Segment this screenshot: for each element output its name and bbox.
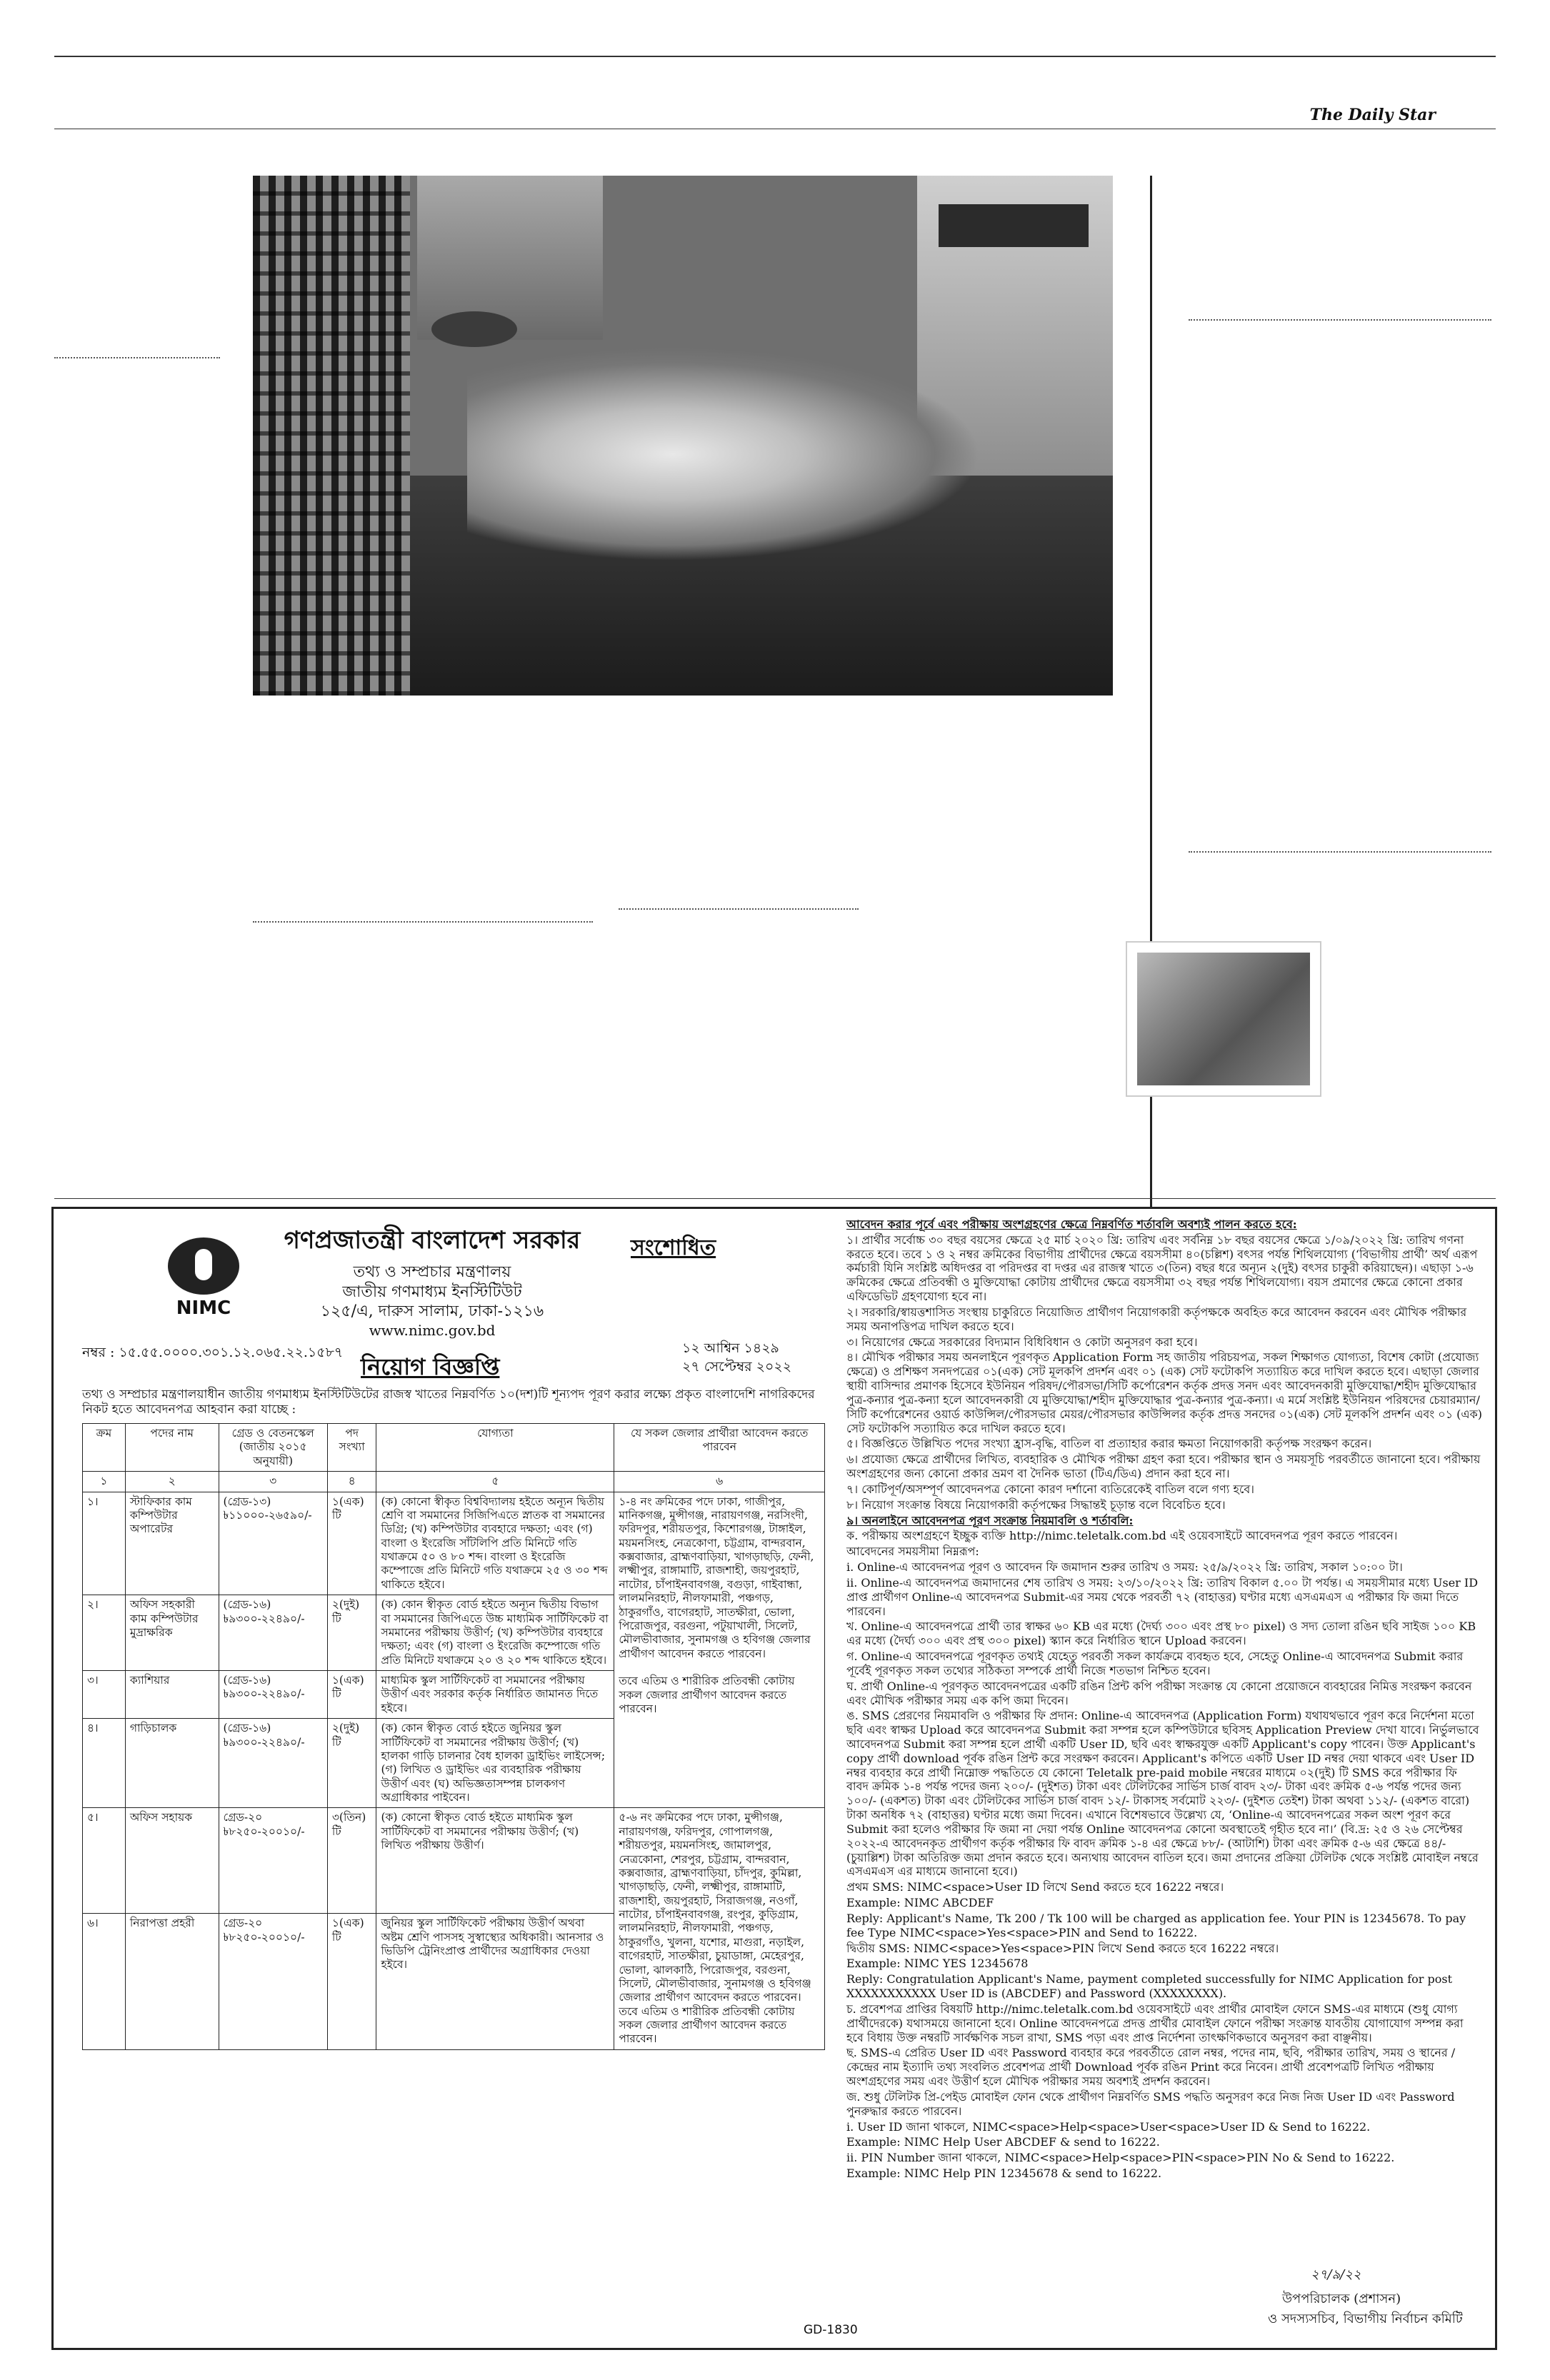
- col-number: ৫: [376, 1472, 614, 1492]
- institute-name: জাতীয় গণমাধ্যম ইনস্টিটিউট: [342, 1282, 522, 1301]
- cell-post: নিরাপত্তা প্রহরী: [125, 1914, 219, 2050]
- table-row: [83, 1808, 825, 1914]
- col-header: পদের নাম: [125, 1424, 219, 1472]
- table-row: [83, 1492, 825, 1595]
- cell-sl: ৪।: [83, 1719, 126, 1808]
- column-divider: [1189, 319, 1491, 321]
- cell-districts: [614, 1492, 825, 1808]
- online-item: প্রথম SMS: NIMC<space>User ID লিখে Send করতে হবে 16222 নম্বরে।: [846, 1880, 1224, 1894]
- signatory-title: উপপরিচালক (প্রশাসন): [1282, 2291, 1401, 2306]
- cell-sl: ৬।: [83, 1914, 126, 2050]
- cell-post: অফিস সহায়ক: [125, 1808, 219, 1914]
- cell-sl: ৩।: [83, 1671, 126, 1719]
- cell-qualification: (ক) কোন স্বীকৃত বোর্ড হইতে জুনিয়র স্কুল সার্টিফিকেট বা সমমানের পরীক্ষায় উত্তীর্ণ; (খ) হালকা গাড়ি চালনার বৈধ হালকা ড্রাইভিং লাইসেন্স; (গ) লিখিত ও ড্রাইভিং এর ব্যবহারিক পরীক্ষায় উত্তীর্ণ এবং (ঘ) অভিজ্ঞতাসম্পন্ন চালকগণ অগ্রাধিকার পাইবেন।: [376, 1719, 614, 1808]
- soldier-photo: [1126, 941, 1321, 1097]
- revised-badge: সংশোধিত: [631, 1235, 716, 1260]
- date-en: ২৭ সেপ্টেম্বর ২০২২: [682, 1359, 792, 1375]
- col-number: ২: [125, 1472, 219, 1492]
- cell-post: স্টাফিকার কাম কম্পিউটার অপারেটর: [125, 1492, 219, 1595]
- table-header-row: [83, 1424, 825, 1472]
- online-item: গ. Online-এ আবেদনপত্রে পূরণকৃত তথ্যই যেহেতু পরবর্তী সকল কার্যক্রমে ব্যবহৃত হবে, সেহেতু Online-এ আবেদনপত্র Submit করার পূর্বেই পূরণকৃত সকল তথ্যের সঠিকতা সম্পর্কে প্রার্থী নিজে শতভাগ নিশ্চিত হবেন।: [846, 1650, 1464, 1677]
- online-item: Example: NIMC Help User ABCDEF & send to 16222.: [846, 2135, 1160, 2149]
- intro-text: তথ্য ও সম্প্রচার মন্ত্রণালয়াধীন জাতীয় গণমাধ্যম ইনস্টিটিউটের রাজস্ব খাতের নিম্নবর্ণিত ১০(দশ)টি শূন্যপদ পূরণ করার লক্ষ্যে প্রকৃত বাংলাদেশি নাগরিকদের নিকট হতে আবেদনপত্র আহবান করা যাচ্ছে :: [82, 1387, 815, 1417]
- column-divider: [54, 357, 220, 358]
- cell-grade: (গ্রেড-১৬) ৳৯৩০০-২২৪৯০/-: [219, 1719, 327, 1808]
- cell-count: ২(দুই) টি: [327, 1595, 376, 1671]
- term-item: ৪। মৌখিক পরীক্ষার সময় অনলাইনে পূরণকৃত Application Form সহ জাতীয় পরিচয়পত্র, সকল শিক্ষাগত যোগ্যতা, বিশেষ কোটা (প্রযোজ্য ক্ষেত্রে) ও প্রশিক্ষণ সনদপত্রের ০১(এক) সেট মূলকপি প্রদর্শন এবং ০১ (এক) সেট ফটোকপি সত্যায়িত করে দাখিল করতে হবে। এছাড়া জেলার স্থায়ী বাসিন্দার প্রমাণক হিসেবে ইউনিয়ন পরিষদ/পৌরসভা/সিটি কর্পোরেশন কর্তৃক প্রদত্ত সনদ এবং আবেদনকারী মুক্তিযোদ্ধা/শহীদ মুক্তিযোদ্ধার পুত্র-কন্যার পুত্র-কন্যা হলে আবেদনকারী যে মুক্তিযোদ্ধা/শহীদ মুক্তিযোদ্ধার পুত্র-কন্যার পুত্র-কন্যা। এ মর্মে সংশ্লিষ্ট ইউনিয়ন পরিষদের চেয়ারম্যান/সিটি কর্পোরেশনের ওয়ার্ড কাউন্সিল/পৌরসভার মেয়র/পৌরসভার কাউন্সিলর কর্তৃক প্রদত্ত সনদের ০১(এক) সেট মূলকপি প্রদর্শন এবং ০১ (এক) সেট ফটোকপি সত্যায়িত করে দাখিল করতে হবে।: [846, 1350, 1482, 1435]
- govt-name: গণপ্রজাতন্ত্রী বাংলাদেশ সরকার: [284, 1226, 581, 1255]
- term-item: ১। প্রার্থীর সর্বোচ্চ ৩০ বছর বয়সের ক্ষেত্রে ২৫ মার্চ ২০২০ খ্রি: তারিখ এবং সর্বনিম্ন ১৮ বছর বয়সের ক্ষেত্রে ১/০৯/২০২২ খ্রি: তারিখ গণনা করতে হবে। তবে ১ ও ২ নম্বর ক্রমিকের বিভাগীয় প্রার্থীদের ক্ষেত্রে বয়সসীমা ৪০(চল্লিশ) বৎসর পর্যন্ত শিথিলযোগ্য (‘বিভাগীয় প্রার্থী’ অর্থ এরূপ কর্মচারী যিনি সংশ্লিষ্ট অধিদপ্তর বা পরিদপ্তর বা দপ্তর এর রাজস্ব খাতে ৩(তিন) বছর ধরে অন্যূন ২(দুই) বৎসর চাকুরী করিয়াছেন)। এছাড়া ১-৬ ক্রমিকের ক্ষেত্রে প্রতিবন্ধী ও মুক্তিযোদ্ধা কোটায় প্রার্থীদের ক্ষেত্রে বয়সসীমা ৩২ বছর পর্যন্ত শিথিলযোগ্য। বয়স প্রমাণের ক্ষেত্রে কোনো প্রকার এফিডেভিট গ্রহণযোগ্য হবে না।: [846, 1232, 1478, 1304]
- online-item: i. Online-এ আবেদনপত্র পূরণ ও আবেদন ফি জমাদান শুরুর তারিখ ও সময়: ২৫/৯/২০২২ খ্রি: তারিখ, সকাল ১০:০০ টা।: [846, 1560, 1403, 1575]
- column-divider: [619, 908, 859, 910]
- col-header: ক্রম: [83, 1424, 126, 1472]
- cell-grade: (গ্রেড-১৩) ৳১১০০০-২৬৫৯০/-: [219, 1492, 327, 1595]
- cell-qualification: (ক) কোনো স্বীকৃত বিশ্ববিদ্যালয় হইতে অন্যূন দ্বিতীয় শ্রেণি বা সমমানের সিজিপিএতে স্নাতক বা সমমানের ডিগ্রি; (খ) কম্পিউটার ব্যবহারে দক্ষতা; এবং (গ) বাংলা ও ইংরেজি সাঁটলিপি প্রতি মিনিটে গতি যথাক্রমে ৫০ ও ৮০ শব্দ। বাংলা ও ইংরেজি কম্পোজে প্রতি মিনিটে গতি যথাক্রমে ২৫ ও ৩০ শব্দ থাকিতে হইবে।: [376, 1492, 614, 1595]
- online-item: ঙ. SMS প্রেরণের নিয়মাবলি ও পরীক্ষার ফি প্রদান: Online-এ আবেদনপত্র (Application Form) যথাযথভাবে পূরণ করে নির্দেশনা মতো ছবি এবং স্বাক্ষর Upload করে আবেদনপত্র Submit করা সম্পন্ন হলে কম্পিউটারে ছবিসহ Application Preview দেখা যাবে। নির্ভুলভাবে আবেদনপত্র Submit করা সম্পন্ন হলে প্রার্থী একটি User ID, ছবি এবং স্বাক্ষরযুক্ত একটি Applicant's copy পাবেন। উক্ত Applicant's copy প্রার্থী download পূর্বক রঙিন প্রিন্ট করে সংরক্ষণ করবেন। Applicant's কপিতে একটি User ID নম্বর দেয়া থাকবে এবং User ID নম্বর ব্যবহার করে প্রার্থী নিম্নোক্ত পদ্ধতিতে যে কোনো Teletalk pre-paid mobile নম্বরের মাধ্যমে ০২(দুই) টি SMS করে পরীক্ষার ফি বাবদ ক্রমিক ১-৪ পর্যন্ত পদের জন্য ২০০/- (দুইশত) টাকা এবং টেলিটকের সার্ভিস চার্জ বাবদ ২৩/- টাকা এবং ক্রমিক ৫-৬ পর্যন্ত পদের জন্য ১০০/- (একশত) টাকা এবং টেলিটকের সার্ভিস চার্জ বাবদ ১২/- টাকাসহ সর্বমোট ২২৩/- (দুইশত তেইশ) টাকা অথবা ১১২/- (একশত বারো) টাকা অনধিক ৭২ (বাহাত্তর) ঘণ্টার মধ্যে জমা দিবেন। এখানে বিশেষভাবে উল্লেখ্য যে, ‘Online-এ আবেদনপত্রের সকল অংশ পূরণ করে Submit করা হলেও পরীক্ষার ফি জমা না দেয়া পর্যন্ত Online আবেদনপত্র কোনো অবস্থাতেই গৃহীত হবে না।’ (বি.দ্র: ২৫ ও ২৬ সেপ্টেম্বর ২০২২-এ আবেদনকৃত প্রার্থীগণ কর্তৃক পরীক্ষার ফি বাবদ ক্রমিক ১-৪ এর ক্ষেত্রে ৮৮/- (আটাশি) টাকা এবং ক্রমিক ৫-৬ এর ক্ষেত্রে ৪৪/- (চুয়াল্লিশ) টাকা অতিরিক্ত জমা প্রদান করতে হবে। অন্যথায় আবেদন বাতিল হবে। জমা প্রদানের প্রক্রিয়া টেলিটক থেকে সংশ্লিষ্ট মোবাইল নম্বরে এসএমএস এর মাধ্যমে জানানো হবে।): [846, 1709, 1479, 1879]
- cell-grade: (গ্রেড-১৬) ৳৯৩০০-২২৪৯০/-: [219, 1595, 327, 1671]
- online-item: দ্বিতীয় SMS: NIMC<space>Yes<space>PIN লিখে Send করতে হবে 16222 নম্বরে।: [846, 1941, 1279, 1955]
- term-item: ৭। কোটিপূর্ণ/অসম্পূর্ণ আবেদনপত্র কোনো কারণ দর্শানো ব্যতিরেকেই বাতিল বলে গণ্য হবে।: [846, 1482, 1254, 1496]
- col-header: যোগ্যতা: [376, 1424, 614, 1472]
- signatory-subtitle: ও সদস্যসচিব, বিভাগীয় নির্বাচন কমিটি: [1268, 2311, 1463, 2326]
- col-number: ১: [83, 1472, 126, 1492]
- online-item: ii. Online-এ আবেদনপত্র জমাদানের শেষ তারিখ ও সময়: ২৩/১০/২০২২ খ্রি: তারিখ বিকাল ৫.০০ টা পর্যন্ত। এ সময়সীমার মধ্যে User ID প্রাপ্ত প্রার্থীগণ Online-এ আবেদনপত্র Submit-এর সময় থেকে পরবর্তী ৭২ (বাহাত্তর) ঘণ্টার মধ্যে এসএমএস এ পরীক্ষার ফি জমা দিতে পারবেন।: [846, 1575, 1479, 1618]
- cell-post: গাড়িচালক: [125, 1719, 219, 1808]
- online-item: Example: NIMC YES 12345678: [846, 1957, 1029, 1971]
- col-header: যে সকল জেলার প্রার্থীরা আবেদন করতে পারবেন: [614, 1424, 825, 1472]
- date-bn: ১২ আশ্বিন ১৪২৯: [682, 1340, 779, 1356]
- online-item: Example: NIMC Help PIN 12345678 & send to 16222.: [846, 2166, 1162, 2180]
- online-item: জ. শুধু টেলিটক প্রি-পেইড মোবাইল ফোন থেকে প্রার্থীগণ নিম্নবর্ণিত SMS পদ্ধতি অনুসরণ করে নিজ নিজ User ID এবং Password পুনরুদ্ধার করতে পারবেন।: [846, 2089, 1455, 2118]
- hurricane-photo: [253, 176, 1113, 696]
- cell-qualification: জুনিয়র স্কুল সার্টিফিকেট পরীক্ষায় উত্তীর্ণ অথবা অষ্টম শ্রেণি পাসসহ সুস্বাস্থ্যের অধিকারী। আনসার ও ভিডিপি ট্রেনিংপ্রাপ্ত প্রার্থীদের অগ্রাধিকার দেওয়া হইবে।: [376, 1914, 614, 2050]
- online-item: Reply: Applicant's Name, Tk 200 / Tk 100 will be charged as application fee. Your PIN is 12345678. To pay fee Type NIMC<space>Yes<space>PIN and Send to 16222.: [846, 1911, 1466, 1939]
- nimc-advertisement: [51, 1207, 1497, 2350]
- ad-top-rule: [54, 1198, 1496, 1199]
- cell-count: ১(এক) টি: [327, 1914, 376, 2050]
- signature-date: ২৭/৯/২২: [1311, 2267, 1361, 2282]
- col-number: ৩: [219, 1472, 327, 1492]
- col-header: পদ সংখ্যা: [327, 1424, 376, 1472]
- cell-post: অফিস সহকারী কাম কম্পিউটার মুদ্রাক্ষরিক: [125, 1595, 219, 1671]
- online-item: খ. Online-এ আবেদনপত্রে প্রার্থী তার স্বাক্ষর ৬০ KB এর মধ্যে (দৈর্ঘ্য ৩০০ এবং প্রস্থ ৮০ pixel) ও সদ্য তোলা রঙিন ছবি সাইজ ১০০ KB এর মধ্যে (দৈর্ঘ্য ৩০০ এবং প্রস্থ ৩০০ pixel) স্ক্যান করে নির্ধারিত স্থানে Upload করবেন।: [846, 1620, 1476, 1648]
- online-item: ii. PIN Number জানা থাকলে, NIMC<space>Help<space>PIN<space>PIN No & Send to 16222.: [846, 2151, 1395, 2165]
- cell-sl: ১।: [83, 1492, 126, 1595]
- online-item: ঘ. প্রার্থী Online-এ পূরণকৃত আবেদনপত্রের একটি রঙিন প্রিন্ট কপি পরীক্ষা সংক্রান্ত যে কোনো প্রয়োজনে ব্যবহারের নিমিত্ত সংরক্ষণ করবেন এবং মৌখিক পরীক্ষার সময় এক কপি জমা দিবেন।: [846, 1679, 1472, 1707]
- term-item: ৬। প্রযোজ্য ক্ষেত্রে প্রার্থীদের লিখিত, ব্যবহারিক ও মৌখিক পরীক্ষা গ্রহণ করা হবে। পরীক্ষার স্থান ও সময়সূচি পরবর্তীতে জানানো হবে। পরীক্ষায় অংশগ্রহণের জন্য কোনো প্রকার ভ্রমণ বা দৈনিক ভাতা (টিএ/ডিএ) প্রদান করা হবে না।: [846, 1452, 1481, 1481]
- col-number: ৬: [614, 1472, 825, 1492]
- cell-districts: ৫-৬ নং ক্রমিকের পদে ঢাকা, মুন্সীগঞ্জ, নারায়ণগঞ্জ, ফরিদপুর, গোপালগঞ্জ, শরীয়তপুর, ময়মনসিংহ, জামালপুর, নেত্রকোনা, শেরপুর, চট্টগ্রাম, বান্দরবান, কক্সবাজার, ব্রাহ্মণবাড়িয়া, চাঁদপুর, কুমিল্লা, খাগড়াছড়ি, ফেনী, লক্ষ্মীপুর, রাঙ্গামাটি, রাজশাহী, জয়পুরহাট, সিরাজগঞ্জ, নওগাঁ, নাটোর, চাঁপাইনবাবগঞ্জ, রংপুর, কুড়িগ্রাম, লালমনিরহাট, নীলফামারী, পঞ্চগড়, ঠাকুরগাঁও, খুলনা, যশোর, মাগুরা, নড়াইল, বাগেরহাট, সাতক্ষীরা, চুয়াডাঙ্গা, মেহেরপুর, ভোলা, ঝালকাঠি, পিরোজপুর, বরগুনা, সিলেট, মৌলভীবাজার, সুনামগঞ্জ ও হবিগঞ্জ জেলার প্রার্থীগণ আবেদন করতে পারবেন। তবে এতিম ও শারীরিক প্রতিবন্ধী কোটায় সকল জেলার প্রার্থীগণ আবেদন করতে পারবেন।: [614, 1808, 825, 2049]
- online-item: Example: NIMC ABCDEF: [846, 1896, 994, 1910]
- cell-count: ২(দুই) টি: [327, 1719, 376, 1808]
- cell-sl: ৫।: [83, 1808, 126, 1914]
- col-header: গ্রেড ও বেতনস্কেল (জাতীয় ২০১৫ অনুযায়ী): [219, 1424, 327, 1472]
- gd-number: GD-1830: [804, 2323, 858, 2337]
- logo-text: NIMC: [176, 1297, 231, 1319]
- terms-column: [846, 1217, 1482, 2182]
- cell-count: ৩(তিন) টি: [327, 1808, 376, 1914]
- districts-text: তবে এতিম ও শারীরিক প্রতিবন্ধী কোটায় সকল জেলার প্রার্থীগণ আবেদন করতে পারবেন।: [619, 1674, 795, 1716]
- masthead-logo: The Daily Star: [1309, 106, 1436, 124]
- memo-number: নম্বর : ১৫.৫৫.০০০০.৩০১.১২.০৬৫.২২.১৫৮৭: [82, 1345, 344, 1360]
- cell-count: ১(এক) টি: [327, 1671, 376, 1719]
- cell-sl: ২।: [83, 1595, 126, 1671]
- online-item: ক. পরীক্ষায় অংশগ্রহণে ইচ্ছুক ব্যক্তি http://nimc.teletalk.com.bd এই ওয়েবসাইটে আবেদনপত্র পূরণ করতে পারবেন।: [846, 1529, 1398, 1543]
- cell-grade: গ্রেড-২০ ৳৮২৫০-২০০১০/-: [219, 1808, 327, 1914]
- term-item: ৯। অনলাইনে আবেদনপত্র পূরণ সংক্রান্ত নিয়মাবলি ও শর্তাবলি:: [846, 1513, 1134, 1527]
- districts-text: ১-৪ নং ক্রমিকের পদে ঢাকা, গাজীপুর, মানিকগঞ্জ, মুন্সীগঞ্জ, নারায়ণগঞ্জ, নরসিংদী, ফরিদপুর, শরীয়তপুর, কিশোরগঞ্জ, টাঙ্গাইল, ময়মনসিংহ, নেত্রকোণা, চট্টগ্রাম, বান্দরবান, কক্সবাজার, ব্রাহ্মণবাড়িয়া, খাগড়াছড়ি, ফেনী, লক্ষ্মীপুর, রাঙ্গামাটি, রাজশাহী, জয়পুরহাট, নাটোর, চাঁপাইনবাবগঞ্জ, বগুড়া, গাইবান্ধা, লালমনিরহাট, নীলফামারী, পঞ্চগড়, ঠাকুরগাঁও, বাগেরহাট, সাতক্ষীরা, ভোলা, পিরোজপুর, বরগুনা, পটুয়াখালী, সিলেট, মৌলভীবাজার, সুনামগঞ্জ ও হবিগঞ্জ জেলার প্রার্থীগণ আবেদন করতে পারবেন।: [619, 1495, 814, 1660]
- online-item: Reply: Congratulation Applicant's Name, payment completed successfully for NIMC Application for post XXXXXXXXXXX User ID is (ABCDEF) and Password (XXXXXXXX).: [846, 1972, 1452, 2001]
- institute-web: www.nimc.gov.bd: [369, 1321, 496, 1339]
- terms-heading: আবেদন করার পূর্বে এবং পরীক্ষায় অংশগ্রহণের ক্ষেত্রে নিম্নবর্ণিত শর্তাবলি অবশ্যই পালন করতে হবে:: [846, 1217, 1297, 1231]
- cell-qualification: (ক) কোন স্বীকৃত বোর্ড হইতে অন্যূন দ্বিতীয় বিভাগ বা সমমানের জিপিএতে উচ্চ মাধ্যমিক সার্টিফিকেট বা সমমানের পরীক্ষায় উত্তীর্ণ; (খ) কম্পিউটার ব্যবহারে দক্ষতা; এবং (গ) বাংলা ও ইংরেজি কম্পোজে গতি প্রতি মিনিটে যথাক্রমে ২০ ও ২০ শব্দ থাকিতে হইবে।: [376, 1595, 614, 1671]
- term-item: ২। সরকারি/স্বায়ত্তশাসিত সংস্থায় চাকুরিতে নিয়োজিত প্রার্থীগণ নিয়োগকারী কর্তৃপক্ষকে অবহিত করে আবেদন করবেন এবং মৌখিক পরীক্ষার সময় অনাপত্তিপত্র দাখিল করতে হবে।: [846, 1305, 1467, 1333]
- notice-title: নিয়োগ বিজ্ঞপ্তি: [361, 1353, 500, 1380]
- column-divider: [1189, 851, 1491, 853]
- institute-address: ১২৫/এ, দারুস সালাম, ঢাকা-১২১৬: [320, 1302, 544, 1320]
- cell-post: ক্যাশিয়ার: [125, 1671, 219, 1719]
- online-item: আবেদনের সময়সীমা নিম্নরূপ:: [846, 1545, 979, 1559]
- term-item: ৮। নিয়োগ সংক্রান্ত বিষয়ে নিয়োগকারী কর্তৃপক্ষের সিদ্ধান্তই চূড়ান্ত বলে বিবেচিত হবে।: [846, 1497, 1226, 1512]
- top-rule: [54, 56, 1496, 57]
- cell-qualification: মাধ্যমিক স্কুল সার্টিফিকেট বা সমমানের পরীক্ষায় উত্তীর্ণ এবং সরকার কর্তৃক নির্ধারিত জামানত দিতে হইবে।: [376, 1671, 614, 1719]
- cell-qualification: (ক) কোনো স্বীকৃত বোর্ড হইতে মাধ্যমিক স্কুল সার্টিফিকেট বা সমমানের পরীক্ষায় উত্তীর্ণ; (খ) লিখিত পরীক্ষায় উত্তীর্ণ।: [376, 1808, 614, 1914]
- online-item: চ. প্রবেশপত্র প্রাপ্তির বিষয়টি http://nimc.teletalk.com.bd ওয়েবসাইটে এবং প্রার্থীর মোবাইল ফোনে SMS-এর মাধ্যমে (শুধু যোগ্য প্রার্থীদেরকে) যথাসময়ে জানানো হবে। Online আবেদনপত্রে প্রদত্ত প্রার্থীর মোবাইল ফোনে পরীক্ষা সংক্রান্ত যাবতীয় যোগাযোগ সম্পন্ন করা হবে বিধায় উক্ত নম্বরটি সার্বক্ষণিক সচল রাখা, SMS পড়া এবং প্রাপ্ত নির্দেশনা তাৎক্ষণিকভাবে অনুসরণ করা বাঞ্ছনীয়।: [846, 2002, 1464, 2044]
- term-item: ৫। বিজ্ঞপ্তিতে উল্লিখিত পদের সংখ্যা হ্রাস-বৃদ্ধি, বাতিল বা প্রত্যাহার করার ক্ষমতা নিয়োগকারী কর্তৃপক্ষ সংরক্ষণ করেন।: [846, 1437, 1372, 1451]
- cell-grade: (গ্রেড-১৬) ৳৯৩০০-২২৪৯০/-: [219, 1671, 327, 1719]
- term-item: ৩। নিয়োগের ক্ষেত্রে সরকারের বিদ্যমান বিধিবিধান ও কোটা অনুসরণ করা হবে।: [846, 1335, 1198, 1349]
- nimc-logo: [154, 1237, 254, 1323]
- table-number-row: [83, 1472, 825, 1492]
- cell-count: ১(এক) টি: [327, 1492, 376, 1595]
- vacancy-table: [82, 1423, 825, 2050]
- online-item: i. User ID জানা থাকলে, NIMC<space>Help<space>User<space>User ID & Send to 16222.: [846, 2119, 1371, 2134]
- column-divider: [253, 921, 593, 923]
- cell-grade: গ্রেড-২০ ৳৮২৫০-২০০১০/-: [219, 1914, 327, 2050]
- col-number: ৪: [327, 1472, 376, 1492]
- ministry-name: তথ্য ও সম্প্রচার মন্ত্রণালয়: [353, 1263, 511, 1281]
- online-item: ছ. SMS-এ প্রেরিত User ID এবং Password ব্যবহার করে পরবর্তীতে রোল নম্বর, পদের নাম, ছবি, পরীক্ষার তারিখ, সময় ও স্থানের / কেন্দ্রের নাম ইত্যাদি তথ্য সংবলিত প্রবেশপত্র প্রার্থী Download পূর্বক রঙিন Print করে নিবেন। প্রার্থী প্রবেশপত্রটি লিখিত পরীক্ষায় অংশগ্রহণের সময় এবং উত্তীর্ণ হলে মৌখিক পরীক্ষার সময় অবশ্যই প্রদর্শন করবেন।: [846, 2046, 1456, 2089]
- header-block: [268, 1222, 596, 1340]
